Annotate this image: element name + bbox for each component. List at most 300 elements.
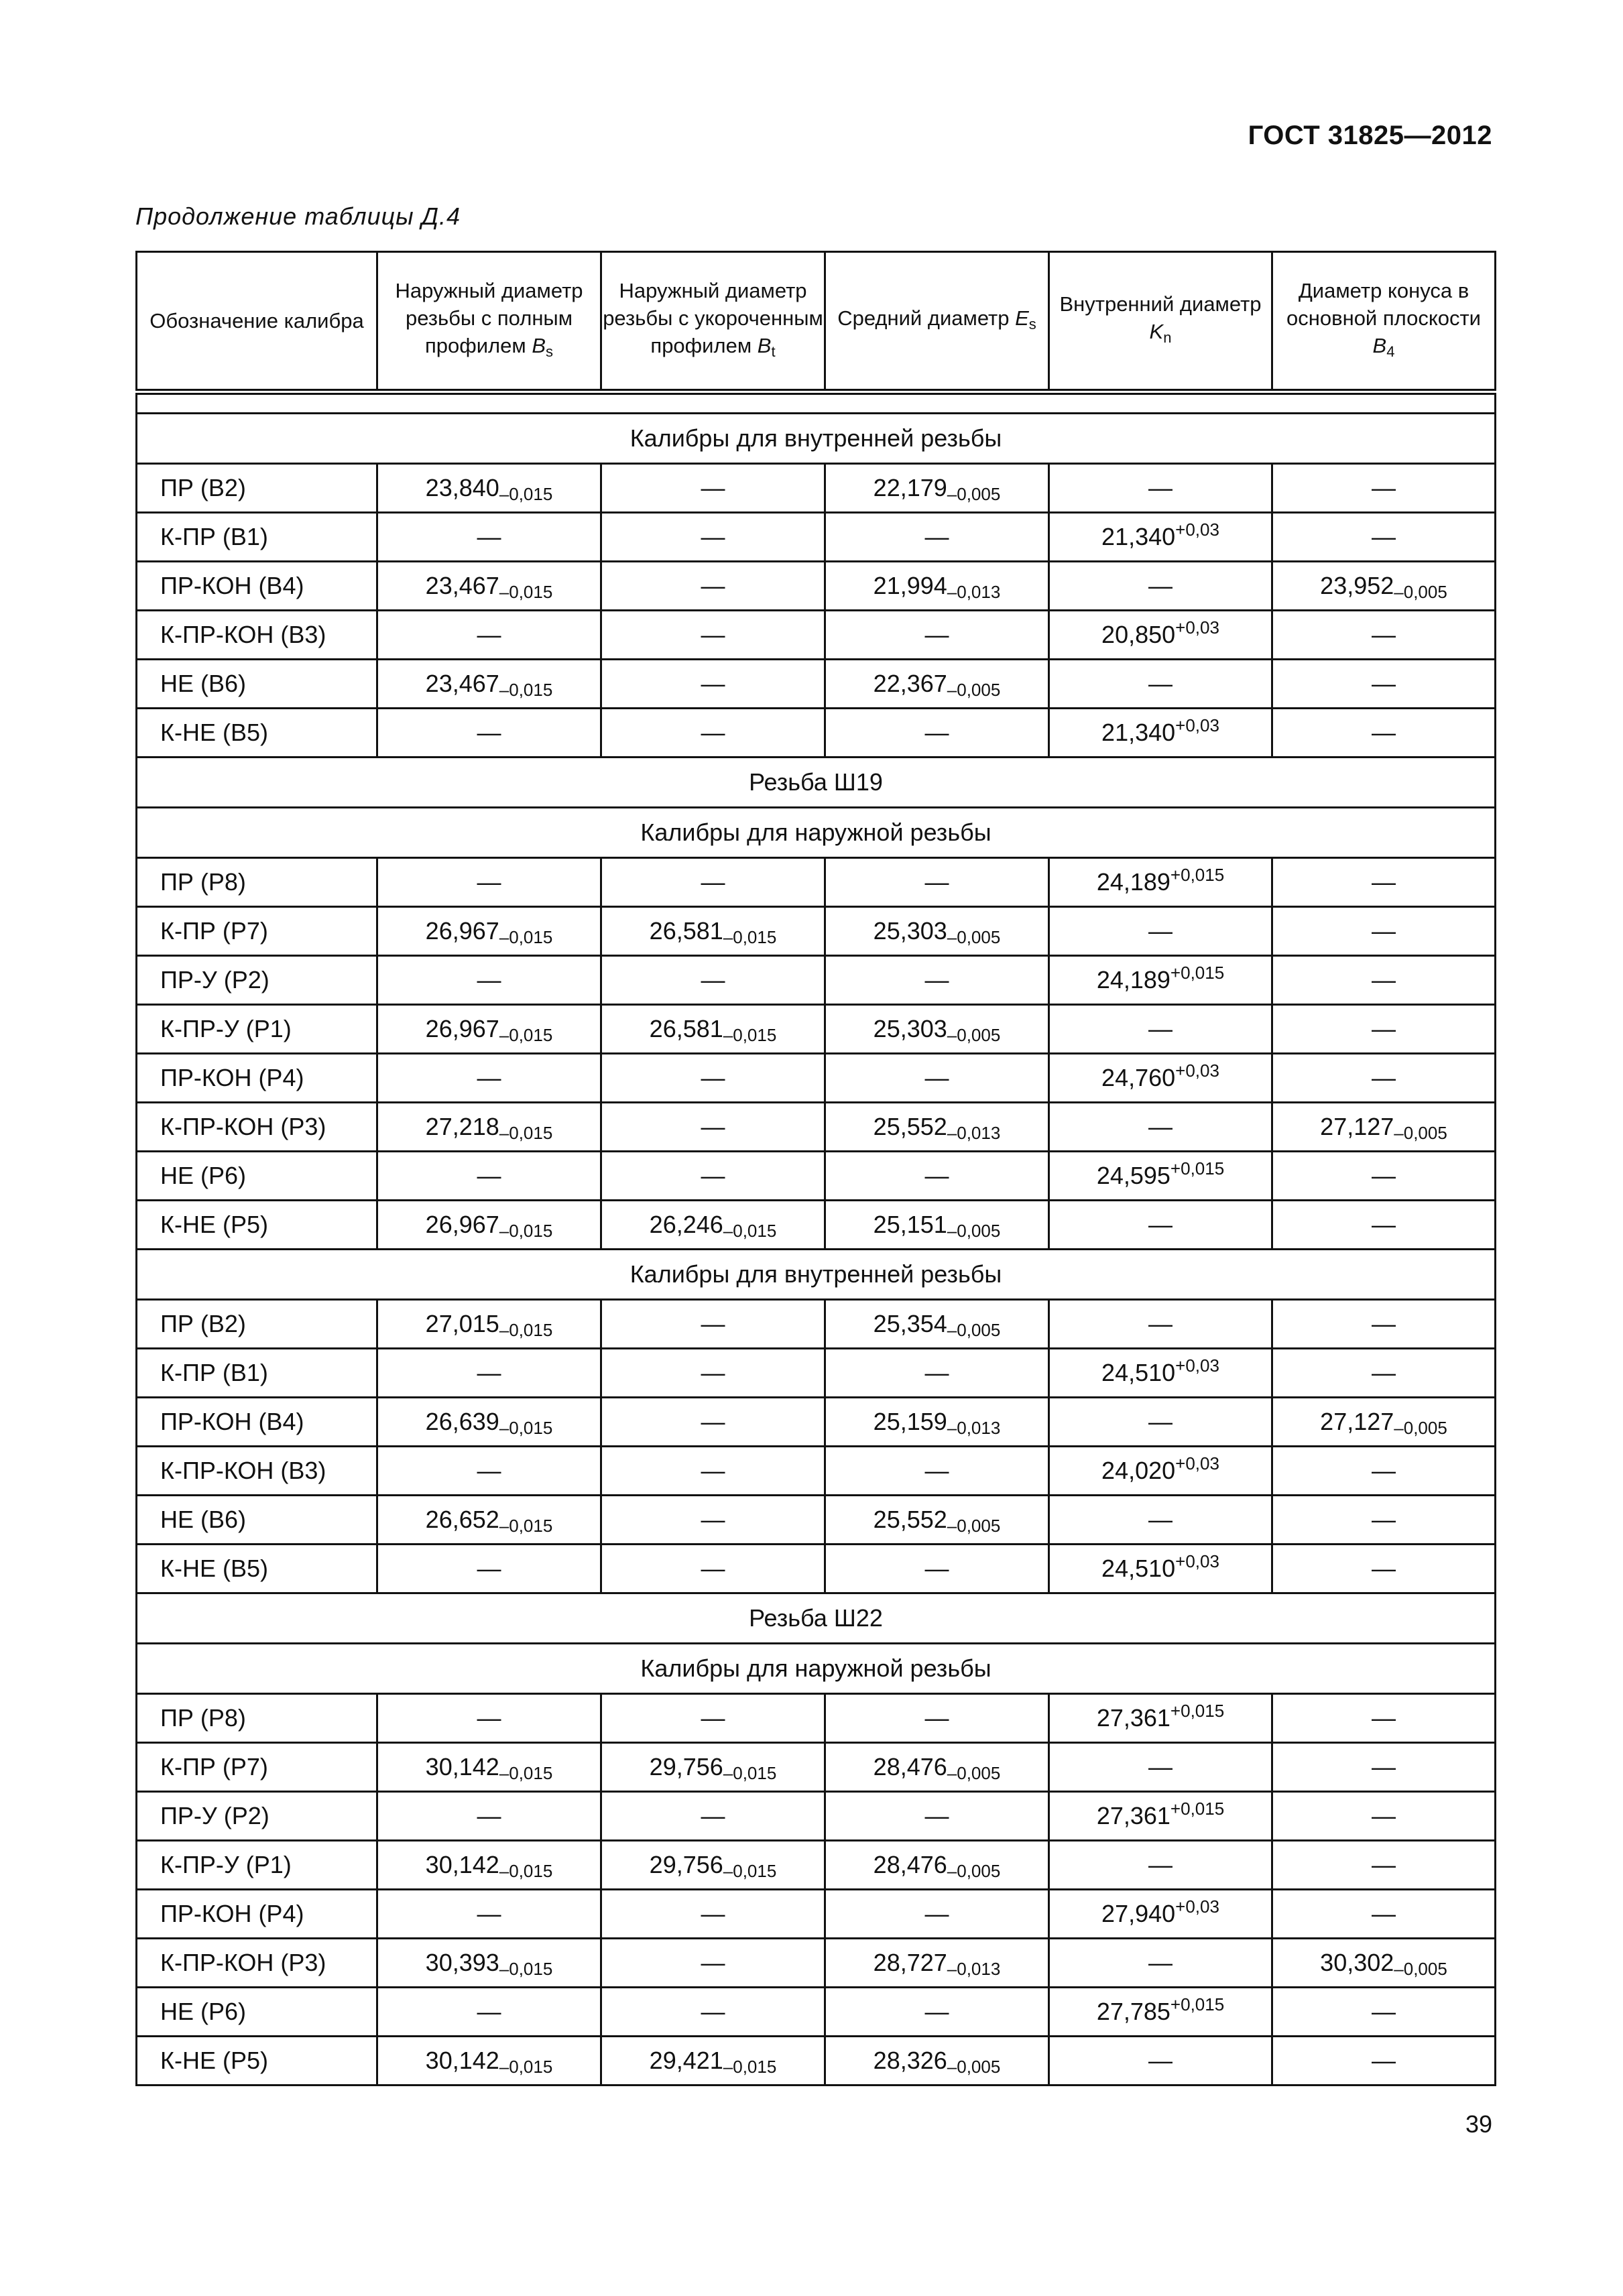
lower-tolerance: –0,005 xyxy=(1394,582,1447,602)
table-cell xyxy=(825,562,1049,611)
table-cell xyxy=(825,1890,1049,1939)
table-row xyxy=(137,1694,1496,1743)
table-cell xyxy=(377,1103,601,1152)
table-cell xyxy=(1049,1496,1272,1545)
empty-dash: — xyxy=(1372,1900,1396,1927)
lower-tolerance: –0,005 xyxy=(947,1861,1001,1881)
table-cell xyxy=(1272,1054,1496,1103)
table-cell xyxy=(377,1743,601,1792)
table-row xyxy=(137,1201,1496,1250)
table-row xyxy=(137,1792,1496,1841)
caliber-designation: ПР-У (Р2) xyxy=(137,956,377,1005)
cell-value: 28,476 xyxy=(873,1851,947,1878)
column-header-cone-diameter: Диаметр конуса в основной плоскости B4 xyxy=(1272,252,1496,392)
table-cell xyxy=(825,2037,1049,2086)
table-row xyxy=(137,1939,1496,1988)
table-cell xyxy=(377,1054,601,1103)
table-cell xyxy=(1049,1694,1272,1743)
section-title: Калибры для внутренней резьбы xyxy=(137,1250,1496,1300)
caliber-designation: К-ПР-У (Р1) xyxy=(137,1841,377,1890)
section-title: Калибры для наружной резьбы xyxy=(137,1644,1496,1694)
table-cell xyxy=(1272,709,1496,758)
empty-dash: — xyxy=(1372,1359,1396,1386)
table-cell xyxy=(601,1103,825,1152)
empty-dash: — xyxy=(1148,1408,1173,1435)
table-cell xyxy=(1049,660,1272,709)
empty-dash: — xyxy=(701,1113,725,1140)
lower-tolerance: –0,015 xyxy=(723,1025,777,1045)
cell-value: 29,756 xyxy=(649,1753,723,1780)
upper-tolerance: +0,03 xyxy=(1175,1551,1219,1571)
cell-value: 23,467 xyxy=(425,572,499,599)
empty-dash: — xyxy=(1372,1998,1396,2025)
cell-value: 30,393 xyxy=(425,1949,499,1976)
section-title: Калибры для внутренней резьбы xyxy=(137,414,1496,464)
table-cell xyxy=(601,1054,825,1103)
lower-tolerance: –0,015 xyxy=(499,927,553,947)
table-cell xyxy=(1049,1939,1272,1988)
lower-tolerance: –0,013 xyxy=(947,1123,1001,1143)
table-cell xyxy=(1049,611,1272,660)
table-cell xyxy=(825,1103,1049,1152)
empty-dash: — xyxy=(924,1064,949,1091)
cell-value: 29,756 xyxy=(649,1851,723,1878)
table-cell xyxy=(825,660,1049,709)
table-cell xyxy=(1272,464,1496,513)
table-cell xyxy=(1272,1694,1496,1743)
empty-dash: — xyxy=(1148,1113,1173,1140)
empty-dash: — xyxy=(701,474,725,501)
lower-tolerance: –0,015 xyxy=(723,927,777,947)
empty-dash: — xyxy=(477,1704,501,1732)
table-cell xyxy=(1272,858,1496,907)
table-cell xyxy=(1272,1743,1496,1792)
table-cell xyxy=(1049,1792,1272,1841)
table-row xyxy=(137,858,1496,907)
table-cell xyxy=(377,1447,601,1496)
cell-value: 26,581 xyxy=(649,917,723,945)
table-row xyxy=(137,1988,1496,2037)
table-cell xyxy=(601,562,825,611)
cell-value: 20,850 xyxy=(1101,621,1176,648)
table-cell xyxy=(1049,1545,1272,1593)
empty-dash: — xyxy=(924,1457,949,1484)
table-row xyxy=(137,1152,1496,1201)
header-gap-row xyxy=(137,392,1496,414)
upper-tolerance: +0,03 xyxy=(1175,1061,1219,1081)
empty-dash: — xyxy=(1372,1457,1396,1484)
empty-dash: — xyxy=(1372,2047,1396,2074)
cell-value: 30,142 xyxy=(425,1851,499,1878)
table-cell xyxy=(1049,858,1272,907)
lower-tolerance: –0,015 xyxy=(723,1861,777,1881)
table-cell xyxy=(1272,1201,1496,1250)
caliber-designation: К-ПР (В1) xyxy=(137,1349,377,1398)
table-cell xyxy=(377,464,601,513)
empty-dash: — xyxy=(477,1457,501,1484)
caliber-designation: ПР-КОН (В4) xyxy=(137,562,377,611)
empty-dash: — xyxy=(1372,621,1396,648)
caliber-designation: К-НЕ (Р5) xyxy=(137,1201,377,1250)
table-cell xyxy=(825,1743,1049,1792)
table-cell xyxy=(601,907,825,956)
cell-value: 26,652 xyxy=(425,1506,499,1533)
table-cell xyxy=(1272,660,1496,709)
empty-dash: — xyxy=(701,1310,725,1337)
lower-tolerance: –0,013 xyxy=(947,1418,1001,1438)
table-cell xyxy=(601,1447,825,1496)
table-cell xyxy=(825,1841,1049,1890)
table-cell xyxy=(377,1349,601,1398)
empty-dash: — xyxy=(477,868,501,896)
cell-value: 25,303 xyxy=(873,1015,947,1042)
lower-tolerance: –0,005 xyxy=(947,927,1001,947)
caliber-designation: К-ПР (Р7) xyxy=(137,907,377,956)
empty-dash: — xyxy=(701,868,725,896)
caliber-designation: ПР (В2) xyxy=(137,1300,377,1349)
empty-dash: — xyxy=(1372,868,1396,896)
caliber-designation: К-НЕ (В5) xyxy=(137,1545,377,1593)
empty-dash: — xyxy=(1148,1753,1173,1780)
cell-value: 24,189 xyxy=(1096,868,1170,896)
empty-dash: — xyxy=(924,621,949,648)
cell-value: 24,020 xyxy=(1101,1457,1176,1484)
table-cell xyxy=(825,1005,1049,1054)
table-cell xyxy=(825,1545,1049,1593)
table-cell xyxy=(1049,1054,1272,1103)
empty-dash: — xyxy=(924,1162,949,1189)
table-cell xyxy=(377,858,601,907)
table-caption: Продолжение таблицы Д.4 xyxy=(135,202,461,230)
section-title: Резьба Ш22 xyxy=(137,1593,1496,1644)
table-cell xyxy=(1272,2037,1496,2086)
empty-dash: — xyxy=(1372,1211,1396,1238)
cell-value: 29,421 xyxy=(649,2047,723,2074)
lower-tolerance: –0,005 xyxy=(947,1320,1001,1340)
cell-value: 30,142 xyxy=(425,2047,499,2074)
cell-value: 25,151 xyxy=(873,1211,947,1238)
table-cell xyxy=(601,956,825,1005)
cell-value: 21,340 xyxy=(1101,523,1176,550)
cell-value: 26,246 xyxy=(649,1211,723,1238)
table-cell xyxy=(377,1152,601,1201)
table-cell xyxy=(377,660,601,709)
empty-dash: — xyxy=(1148,2047,1173,2074)
table-cell xyxy=(601,1792,825,1841)
empty-dash: — xyxy=(477,1162,501,1189)
caliber-designation: К-ПР-КОН (Р3) xyxy=(137,1939,377,1988)
table-cell xyxy=(825,1201,1049,1250)
lower-tolerance: –0,005 xyxy=(947,1025,1001,1045)
table-row xyxy=(137,709,1496,758)
table-row xyxy=(137,1349,1496,1398)
upper-tolerance: +0,03 xyxy=(1175,715,1219,735)
table-cell xyxy=(377,1300,601,1349)
table-cell xyxy=(825,1694,1049,1743)
column-header-outer-diameter-short: Наружный диаметр резьбы с укороченным профилем Bt xyxy=(601,252,825,392)
cell-value: 23,952 xyxy=(1320,572,1394,599)
table-cell xyxy=(601,1545,825,1593)
cell-value: 23,467 xyxy=(425,670,499,697)
table-cell xyxy=(1272,1890,1496,1939)
empty-dash: — xyxy=(1372,474,1396,501)
table-cell xyxy=(1049,2037,1272,2086)
table-cell xyxy=(377,1201,601,1250)
lower-tolerance: –0,005 xyxy=(947,1763,1001,1783)
table-cell xyxy=(1049,562,1272,611)
table-cell xyxy=(825,907,1049,956)
table-cell xyxy=(377,562,601,611)
lower-tolerance: –0,005 xyxy=(1394,1123,1447,1143)
lower-tolerance: –0,005 xyxy=(1394,1959,1447,1979)
empty-dash: — xyxy=(924,868,949,896)
empty-dash: — xyxy=(924,966,949,993)
table-cell xyxy=(1272,1349,1496,1398)
empty-dash: — xyxy=(1372,719,1396,746)
table-cell xyxy=(1272,1988,1496,2037)
empty-dash: — xyxy=(477,1900,501,1927)
table-cell xyxy=(601,2037,825,2086)
table-cell xyxy=(1272,1005,1496,1054)
empty-dash: — xyxy=(701,1064,725,1091)
lower-tolerance: –0,015 xyxy=(499,1959,553,1979)
empty-dash: — xyxy=(1148,474,1173,501)
caliber-designation: ПР (Р8) xyxy=(137,858,377,907)
cell-value: 27,940 xyxy=(1101,1900,1176,1927)
table-cell xyxy=(1049,1349,1272,1398)
table-cell xyxy=(601,660,825,709)
table-cell xyxy=(1049,1005,1272,1054)
table-row xyxy=(137,956,1496,1005)
cell-value: 22,179 xyxy=(873,474,947,501)
table-cell xyxy=(1049,1103,1272,1152)
cell-value: 27,127 xyxy=(1320,1408,1394,1435)
table-cell xyxy=(1272,513,1496,562)
lower-tolerance: –0,005 xyxy=(947,484,1001,504)
empty-dash: — xyxy=(701,572,725,599)
table-row xyxy=(137,660,1496,709)
table-cell xyxy=(825,611,1049,660)
empty-dash: — xyxy=(701,1555,725,1582)
lower-tolerance: –0,015 xyxy=(499,1516,553,1536)
cell-value: 21,994 xyxy=(873,572,947,599)
table-row xyxy=(137,1300,1496,1349)
column-header-pitch-diameter: Средний диаметр Es xyxy=(825,252,1049,392)
empty-dash: — xyxy=(924,1555,949,1582)
empty-dash: — xyxy=(1372,1704,1396,1732)
lower-tolerance: –0,015 xyxy=(499,2057,553,2077)
cell-value: 27,785 xyxy=(1096,1998,1170,2025)
table-cell xyxy=(1049,513,1272,562)
caliber-designation: К-ПР-КОН (В3) xyxy=(137,611,377,660)
empty-dash: — xyxy=(1372,1064,1396,1091)
cell-value: 30,302 xyxy=(1320,1949,1394,1976)
table-cell xyxy=(601,513,825,562)
table-cell xyxy=(377,1005,601,1054)
table-cell xyxy=(601,1890,825,1939)
caliber-designation: ПР-КОН (В4) xyxy=(137,1398,377,1447)
cell-value: 24,595 xyxy=(1096,1162,1170,1189)
table-cell xyxy=(1049,1743,1272,1792)
caliber-designation: НЕ (Р6) xyxy=(137,1152,377,1201)
table-cell xyxy=(601,1300,825,1349)
table-row xyxy=(137,1890,1496,1939)
caliber-designation: НЕ (Р6) xyxy=(137,1988,377,2037)
cell-value: 27,361 xyxy=(1096,1704,1170,1732)
table-cell xyxy=(825,709,1049,758)
cell-value: 28,476 xyxy=(873,1753,947,1780)
table-cell xyxy=(1272,907,1496,956)
table-cell xyxy=(1049,1447,1272,1496)
table-cell xyxy=(377,1792,601,1841)
lower-tolerance: –0,013 xyxy=(947,1959,1001,1979)
empty-dash: — xyxy=(1372,670,1396,697)
table-cell xyxy=(1272,1841,1496,1890)
caliber-designation: ПР (В2) xyxy=(137,464,377,513)
lower-tolerance: –0,015 xyxy=(723,2057,777,2077)
table-cell xyxy=(1049,1300,1272,1349)
table-row xyxy=(137,2037,1496,2086)
empty-dash: — xyxy=(701,1457,725,1484)
cell-value: 21,340 xyxy=(1101,719,1176,746)
table-cell xyxy=(601,1988,825,2037)
empty-dash: — xyxy=(1372,1851,1396,1878)
table-cell xyxy=(377,1694,601,1743)
table-cell xyxy=(601,611,825,660)
table-cell xyxy=(1272,1398,1496,1447)
table-row xyxy=(137,1743,1496,1792)
lower-tolerance: –0,013 xyxy=(947,582,1001,602)
table-cell xyxy=(1272,1545,1496,1593)
empty-dash: — xyxy=(477,1555,501,1582)
table-row xyxy=(137,907,1496,956)
upper-tolerance: +0,015 xyxy=(1170,1994,1225,2014)
lower-tolerance: –0,015 xyxy=(723,1763,777,1783)
table-cell xyxy=(377,709,601,758)
table-cell xyxy=(601,1005,825,1054)
table-row xyxy=(137,1841,1496,1890)
empty-dash: — xyxy=(701,1949,725,1976)
table-row xyxy=(137,1005,1496,1054)
cell-value: 26,639 xyxy=(425,1408,499,1435)
cell-value: 28,326 xyxy=(873,2047,947,2074)
empty-dash: — xyxy=(924,1802,949,1829)
empty-dash: — xyxy=(701,1162,725,1189)
caliber-designation: НЕ (В6) xyxy=(137,1496,377,1545)
empty-dash: — xyxy=(1372,917,1396,945)
section-row xyxy=(137,758,1496,808)
table-cell xyxy=(377,1939,601,1988)
empty-dash: — xyxy=(1148,917,1173,945)
cell-value: 24,510 xyxy=(1101,1359,1176,1386)
lower-tolerance: –0,015 xyxy=(499,1861,553,1881)
table-cell xyxy=(825,956,1049,1005)
upper-tolerance: +0,015 xyxy=(1170,1701,1225,1721)
empty-dash: — xyxy=(1372,1802,1396,1829)
table-row xyxy=(137,1103,1496,1152)
table-header-row xyxy=(137,252,1496,392)
cell-value: 27,127 xyxy=(1320,1113,1394,1140)
table-body xyxy=(137,392,1496,2086)
lower-tolerance: –0,005 xyxy=(947,680,1001,700)
section-row xyxy=(137,414,1496,464)
empty-dash: — xyxy=(477,621,501,648)
lower-tolerance: –0,015 xyxy=(499,1221,553,1241)
lower-tolerance: –0,015 xyxy=(499,1320,553,1340)
upper-tolerance: +0,03 xyxy=(1175,617,1219,638)
table-cell xyxy=(1049,464,1272,513)
table-cell xyxy=(825,1398,1049,1447)
lower-tolerance: –0,015 xyxy=(499,1123,553,1143)
cell-value: 26,581 xyxy=(649,1015,723,1042)
cell-value: 25,552 xyxy=(873,1113,947,1140)
table-cell xyxy=(1049,709,1272,758)
table-cell xyxy=(601,1939,825,1988)
empty-dash: — xyxy=(924,719,949,746)
upper-tolerance: +0,015 xyxy=(1170,963,1225,983)
cell-value: 26,967 xyxy=(425,1015,499,1042)
empty-dash: — xyxy=(701,1900,725,1927)
empty-dash: — xyxy=(1148,1506,1173,1533)
table-cell xyxy=(1272,1792,1496,1841)
cell-value: 23,840 xyxy=(425,474,499,501)
table-cell xyxy=(377,1545,601,1593)
section-title: Резьба Ш19 xyxy=(137,758,1496,808)
empty-dash: — xyxy=(477,523,501,550)
table-cell xyxy=(825,1939,1049,1988)
table-cell xyxy=(825,1792,1049,1841)
cell-value: 27,218 xyxy=(425,1113,499,1140)
empty-dash: — xyxy=(1148,1211,1173,1238)
table-cell xyxy=(377,1398,601,1447)
empty-dash: — xyxy=(477,1998,501,2025)
empty-dash: — xyxy=(701,670,725,697)
caliber-designation: К-ПР-КОН (В3) xyxy=(137,1447,377,1496)
table-cell xyxy=(1049,1152,1272,1201)
empty-dash: — xyxy=(1372,1753,1396,1780)
table-cell xyxy=(601,1841,825,1890)
lower-tolerance: –0,015 xyxy=(499,1418,553,1438)
table-cell xyxy=(377,2037,601,2086)
empty-dash: — xyxy=(1148,670,1173,697)
table-cell xyxy=(601,1201,825,1250)
table-cell xyxy=(601,1694,825,1743)
lower-tolerance: –0,005 xyxy=(947,1221,1001,1241)
lower-tolerance: –0,015 xyxy=(499,582,553,602)
cell-value: 27,361 xyxy=(1096,1802,1170,1829)
lower-tolerance: –0,015 xyxy=(499,1025,553,1045)
table-cell xyxy=(377,611,601,660)
empty-dash: — xyxy=(924,1359,949,1386)
table-row xyxy=(137,611,1496,660)
table-cell xyxy=(1272,1103,1496,1152)
table-row xyxy=(137,464,1496,513)
upper-tolerance: +0,03 xyxy=(1175,1896,1219,1917)
cell-value: 24,189 xyxy=(1096,966,1170,993)
empty-dash: — xyxy=(924,1900,949,1927)
upper-tolerance: +0,015 xyxy=(1170,865,1225,885)
table-cell xyxy=(1049,1201,1272,1250)
caliber-designation: К-НЕ (Р5) xyxy=(137,2037,377,2086)
empty-dash: — xyxy=(1148,1310,1173,1337)
empty-dash: — xyxy=(1372,1162,1396,1189)
empty-dash: — xyxy=(1372,1015,1396,1042)
table-cell xyxy=(825,513,1049,562)
table-cell xyxy=(601,1743,825,1792)
table-cell xyxy=(601,709,825,758)
section-row xyxy=(137,1644,1496,1694)
empty-dash: — xyxy=(1148,572,1173,599)
